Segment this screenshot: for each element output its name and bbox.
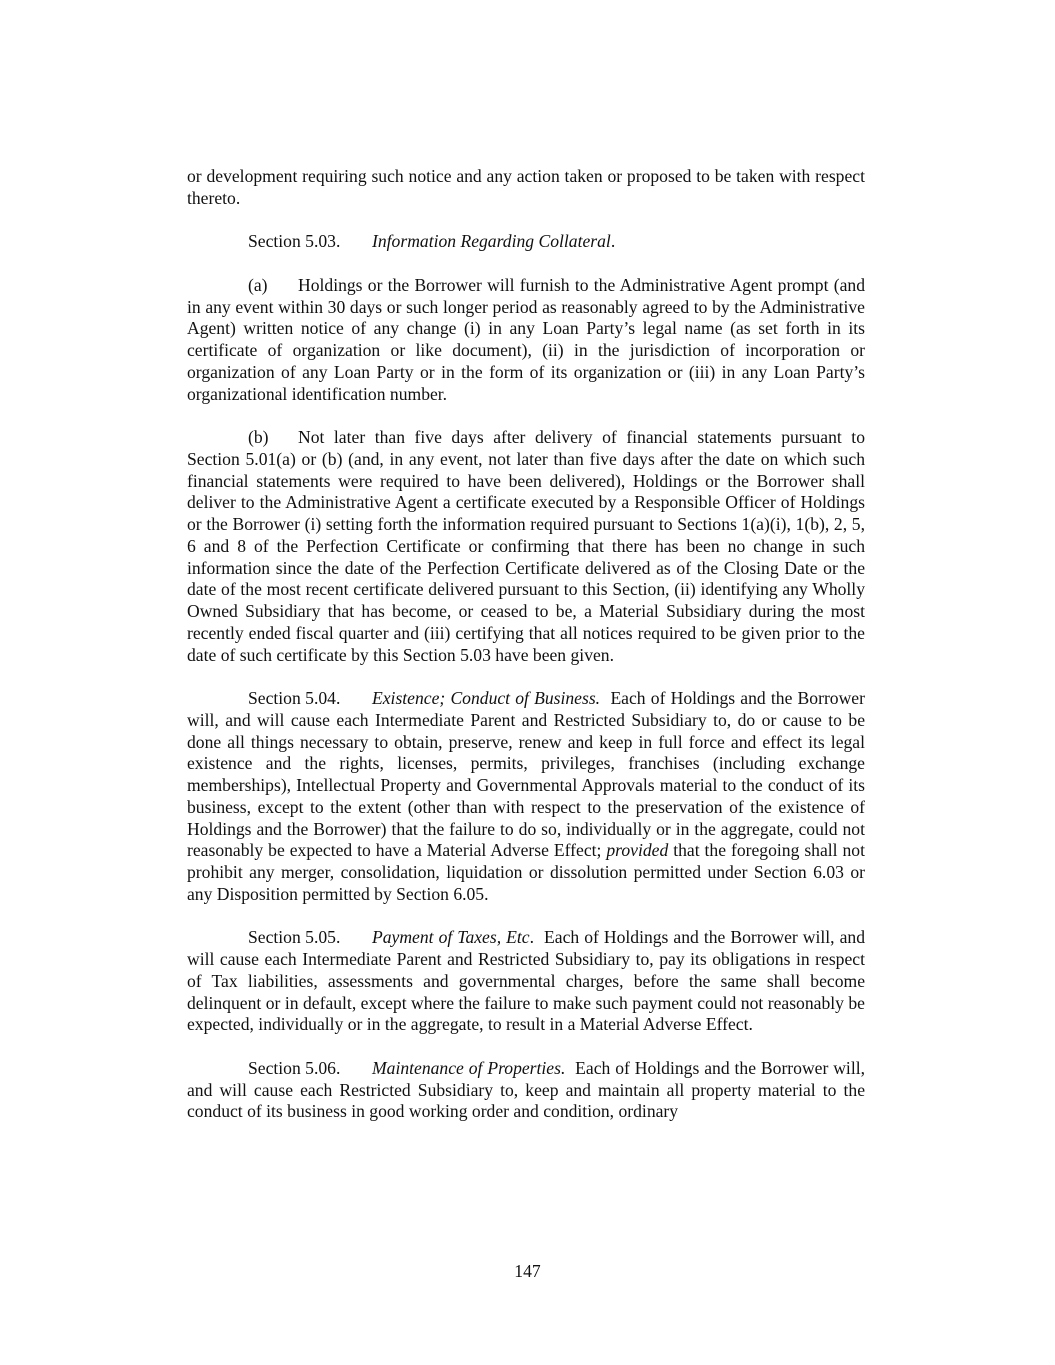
section-5-04 xyxy=(187,688,865,906)
clause-label: (a) xyxy=(248,274,268,295)
section-title: Maintenance of Properties. xyxy=(372,1057,566,1078)
page-number: 147 xyxy=(514,1261,541,1281)
section-text: Each of Holdings and the Borrower will, and will cause each Intermediate Parent and Restricted Subsidiary to, pay its obligations in respect of Tax liabilities, assessments and governmental charges, before the same shall become delinquent or in default, except where the failure to make such payment could not reasonably be expected, individually or in the aggregate, to result in a Material Adverse Effect. xyxy=(187,927,865,1035)
section-title: Information Regarding Collateral xyxy=(372,231,611,252)
clause-label: (b) xyxy=(248,427,269,447)
section-number: Section 5.06. xyxy=(248,1057,341,1078)
document-body xyxy=(187,166,865,1145)
section-text: Each of Holdings and the Borrower will, and will cause each Restricted Subsidiary to, keep and maintain all property material to the conduct of its business in good working order and condition, ordinary xyxy=(187,1057,865,1122)
section-number: Section 5.03. xyxy=(248,231,341,252)
clause-text: Not later than five days after delivery of financial statements pursuant to Section 5.01(a) or (b) (and, in any event, not later than five days after the date on which such financial statements were required to have been delivered), Holdings or the Borrower shall deliver to the Administrative Agent a certificate executed by a Responsible Officer of Holdings or the Borrower (i) setting forth the information required pursuant to Sections 1(a)(i), 1(b), 2, 5, 6 and 8 of the Perfection Certificate or confirming that there has been no change in such information since the date of the Perfection Certificate delivered as of the Closing Date or the date of the most recent certificate delivered pursuant to this Section, (ii) identifying any Wholly Owned Subsidiary that has become, or ceased to be, a Material Subsidiary during the most recently ended fiscal quarter and (iii) certifying that all notices required to be given prior to the date of such certificate by this Section 5.03 have been given. xyxy=(187,427,865,665)
section-title: Payment of Taxes, Etc xyxy=(372,927,530,948)
section-text: Each of Holdings and the Borrower will, and will cause each Intermediate Parent and Restricted Subsidiary to, do or cause to be done all things necessary to obtain, preserve, renew and keep in full force and effect its legal existence and the rights, licenses, permits, privileges, franchises (including exchange memberships), Intellectual Property and Governmental Approvals material to the conduct of its business, except to the extent (other than with respect to the preservation of the existence of Holdings and the Borrower) that the failure to do so, individually or in the aggregate, could not reasonably be expected to have a Material Adverse Effect; xyxy=(187,688,865,861)
section-5-05: Section 5.05. Payment of Taxes, Etc. Each of Holdings and the Borrower will, and will cause each Intermediate Parent and Restricted Subsidiary to, pay its obligations in respect of Tax liabilities, assessments and governmental charges, before the same shall become delinquent or in default, except where the failure to make such payment could not reasonably be expected, individually or in the aggregate, to result in a Material Adverse Effect. xyxy=(187,927,865,1035)
section-5-03-a xyxy=(187,275,865,406)
clause-text: Holdings or the Borrower will furnish to the Administrative Agent prompt (and in any event within 30 days or such longer period as reasonably agreed to by the Administrative Agent) written notice of any change (i) in any Loan Party’s legal name (as set forth in its certificate of organization or like document), (ii) in the jurisdiction of incorporation or organization of any Loan Party or in the form of its organization or (iii) in any Loan Party’s organizational identification number. xyxy=(187,274,865,404)
section-number: Section 5.04. xyxy=(248,688,341,708)
proviso-term: provided xyxy=(606,840,669,861)
section-title: Existence; Conduct of Business. xyxy=(372,688,601,708)
section-number: Section 5.05. xyxy=(248,927,341,948)
section-5-03-b xyxy=(187,427,865,666)
section-text-continued: that the foregoing shall not prohibit any merger, consolidation, liquidation or dissolution permitted under Section 6.03 or any Disposition permitted by Section 6.05. xyxy=(187,840,865,904)
section-5-06 xyxy=(187,1058,865,1123)
continuation-paragraph: or development requiring such notice and any action taken or proposed to be taken with respect thereto. xyxy=(187,166,865,208)
section-5-03-heading: Section 5.03. Information Regarding Collateral. xyxy=(248,231,616,252)
